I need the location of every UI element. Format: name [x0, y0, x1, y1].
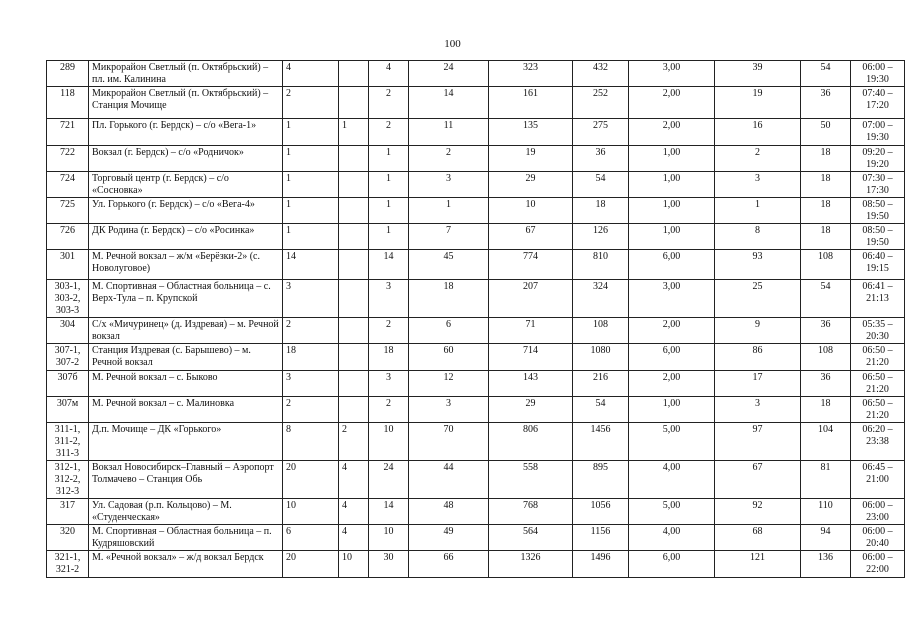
table-row — [47, 318, 905, 344]
col-1-cell: 1 — [283, 119, 339, 146]
operating-hours-cell: 06:00 – 19:30 — [851, 61, 905, 87]
routes-table — [46, 60, 905, 578]
col-3-cell: 3 — [369, 280, 409, 318]
col-9-cell: 36 — [801, 318, 851, 344]
col-7-cell: 3,00 — [629, 61, 715, 87]
table-row — [47, 499, 905, 525]
col-9-cell: 108 — [801, 344, 851, 371]
col-1-cell: 6 — [283, 525, 339, 551]
route-name-cell: М. Спортивная – Областная больница – п. Кудряшовский — [89, 525, 283, 551]
col-7-cell: 1,00 — [629, 224, 715, 250]
col-5-cell: 558 — [489, 461, 573, 499]
route-number-cell: 303-1, 303-2, 303-3 — [47, 280, 89, 318]
col-5-cell: 161 — [489, 87, 573, 119]
route-name-cell: С/х «Мичуринец» (д. Издревая) – м. Речной вокзал — [89, 318, 283, 344]
route-name-cell: Д.п. Мочище – ДК «Горького» — [89, 423, 283, 461]
col-9-cell: 36 — [801, 87, 851, 119]
col-4-cell: 70 — [409, 423, 489, 461]
col-4-cell: 11 — [409, 119, 489, 146]
col-9-cell: 94 — [801, 525, 851, 551]
col-7-cell: 1,00 — [629, 172, 715, 198]
col-1-cell: 1 — [283, 198, 339, 224]
table-row — [47, 551, 905, 578]
col-8-cell: 2 — [715, 146, 801, 172]
table-row — [47, 87, 905, 119]
col-8-cell: 67 — [715, 461, 801, 499]
col-9-cell: 36 — [801, 371, 851, 397]
col-2-cell: 2 — [339, 423, 369, 461]
route-name-cell: Станция Издревая (с. Барышево) – м. Речной вокзал — [89, 344, 283, 371]
route-name-cell: М. Речной вокзал – ж/м «Берёзки-2» (с. Новолуговое) — [89, 250, 283, 280]
col-8-cell: 1 — [715, 198, 801, 224]
col-7-cell: 2,00 — [629, 318, 715, 344]
col-5-cell: 135 — [489, 119, 573, 146]
col-7-cell: 6,00 — [629, 344, 715, 371]
col-3-cell: 2 — [369, 397, 409, 423]
col-8-cell: 39 — [715, 61, 801, 87]
col-2-cell — [339, 371, 369, 397]
col-2-cell — [339, 318, 369, 344]
col-9-cell: 104 — [801, 423, 851, 461]
operating-hours-cell: 06:00 – 22:00 — [851, 551, 905, 578]
table-row — [47, 371, 905, 397]
col-8-cell: 92 — [715, 499, 801, 525]
route-number-cell: 307м — [47, 397, 89, 423]
col-1-cell: 1 — [283, 224, 339, 250]
route-number-cell: 289 — [47, 61, 89, 87]
col-6-cell: 108 — [573, 318, 629, 344]
col-5-cell: 10 — [489, 198, 573, 224]
route-name-cell: Микрорайон Светлый (п. Октябрьский) – Станция Мочище — [89, 87, 283, 119]
col-4-cell: 18 — [409, 280, 489, 318]
operating-hours-cell: 06:50 – 21:20 — [851, 371, 905, 397]
route-name-cell: Ул. Садовая (р.п. Кольцово) – М. «Студенческая» — [89, 499, 283, 525]
col-4-cell: 7 — [409, 224, 489, 250]
col-5-cell: 768 — [489, 499, 573, 525]
route-number-cell: 312-1, 312-2, 312-3 — [47, 461, 89, 499]
table-row — [47, 280, 905, 318]
col-3-cell: 14 — [369, 499, 409, 525]
col-6-cell: 1156 — [573, 525, 629, 551]
col-1-cell: 2 — [283, 397, 339, 423]
col-9-cell: 18 — [801, 172, 851, 198]
col-1-cell: 2 — [283, 87, 339, 119]
col-1-cell: 3 — [283, 371, 339, 397]
table-row — [47, 423, 905, 461]
col-9-cell: 18 — [801, 397, 851, 423]
col-3-cell: 2 — [369, 119, 409, 146]
col-2-cell — [339, 146, 369, 172]
operating-hours-cell: 06:41 – 21:13 — [851, 280, 905, 318]
col-6-cell: 324 — [573, 280, 629, 318]
col-7-cell: 5,00 — [629, 499, 715, 525]
table-row — [47, 250, 905, 280]
col-7-cell: 2,00 — [629, 119, 715, 146]
col-5-cell: 564 — [489, 525, 573, 551]
col-5-cell: 67 — [489, 224, 573, 250]
col-8-cell: 8 — [715, 224, 801, 250]
operating-hours-cell: 06:20 – 23:38 — [851, 423, 905, 461]
col-9-cell: 18 — [801, 224, 851, 250]
col-4-cell: 49 — [409, 525, 489, 551]
col-2-cell: 10 — [339, 551, 369, 578]
col-4-cell: 12 — [409, 371, 489, 397]
col-4-cell: 14 — [409, 87, 489, 119]
col-5-cell: 1326 — [489, 551, 573, 578]
route-number-cell: 317 — [47, 499, 89, 525]
route-name-cell: Микрорайон Светлый (п. Октябрьский) – пл. им. Калинина — [89, 61, 283, 87]
operating-hours-cell: 06:50 – 21:20 — [851, 344, 905, 371]
col-1-cell: 3 — [283, 280, 339, 318]
col-3-cell: 1 — [369, 224, 409, 250]
col-8-cell: 93 — [715, 250, 801, 280]
col-1-cell: 1 — [283, 146, 339, 172]
col-7-cell: 6,00 — [629, 551, 715, 578]
col-5-cell: 29 — [489, 172, 573, 198]
col-5-cell: 207 — [489, 280, 573, 318]
col-6-cell: 126 — [573, 224, 629, 250]
col-6-cell: 432 — [573, 61, 629, 87]
col-4-cell: 2 — [409, 146, 489, 172]
col-2-cell — [339, 397, 369, 423]
route-name-cell: М. «Речной вокзал» – ж/д вокзал Бердск — [89, 551, 283, 578]
route-number-cell: 311-1, 311-2, 311-3 — [47, 423, 89, 461]
col-5-cell: 323 — [489, 61, 573, 87]
col-9-cell: 50 — [801, 119, 851, 146]
route-number-cell: 725 — [47, 198, 89, 224]
col-1-cell: 18 — [283, 344, 339, 371]
col-3-cell: 1 — [369, 198, 409, 224]
col-6-cell: 1496 — [573, 551, 629, 578]
col-2-cell — [339, 280, 369, 318]
col-2-cell — [339, 61, 369, 87]
operating-hours-cell: 06:00 – 23:00 — [851, 499, 905, 525]
col-8-cell: 3 — [715, 397, 801, 423]
route-number-cell: 307б — [47, 371, 89, 397]
col-8-cell: 3 — [715, 172, 801, 198]
col-8-cell: 25 — [715, 280, 801, 318]
col-2-cell — [339, 224, 369, 250]
operating-hours-cell: 06:45 – 21:00 — [851, 461, 905, 499]
col-3-cell: 1 — [369, 146, 409, 172]
page-number: 100 — [444, 38, 461, 50]
route-number-cell: 321-1, 321-2 — [47, 551, 89, 578]
col-6-cell: 54 — [573, 397, 629, 423]
col-4-cell: 66 — [409, 551, 489, 578]
col-3-cell: 14 — [369, 250, 409, 280]
table-row — [47, 146, 905, 172]
route-name-cell: ДК Родина (г. Бердск) – с/о «Росинка» — [89, 224, 283, 250]
col-9-cell: 108 — [801, 250, 851, 280]
col-1-cell: 4 — [283, 61, 339, 87]
route-name-cell: Пл. Горького (г. Бердск) – с/о «Вега-1» — [89, 119, 283, 146]
col-6-cell: 36 — [573, 146, 629, 172]
route-name-cell: Вокзал Новосибирск–Главный – Аэропорт Толмачево – Станция Обь — [89, 461, 283, 499]
col-6-cell: 216 — [573, 371, 629, 397]
col-1-cell: 20 — [283, 551, 339, 578]
col-7-cell: 2,00 — [629, 87, 715, 119]
col-2-cell — [339, 344, 369, 371]
col-7-cell: 1,00 — [629, 146, 715, 172]
route-name-cell: М. Спортивная – Областная больница – с. Верх-Тула – п. Крупской — [89, 280, 283, 318]
col-8-cell: 86 — [715, 344, 801, 371]
col-8-cell: 121 — [715, 551, 801, 578]
col-8-cell: 97 — [715, 423, 801, 461]
col-5-cell: 714 — [489, 344, 573, 371]
table-row — [47, 61, 905, 87]
col-6-cell: 1456 — [573, 423, 629, 461]
col-5-cell: 71 — [489, 318, 573, 344]
col-1-cell: 14 — [283, 250, 339, 280]
col-3-cell: 10 — [369, 423, 409, 461]
col-1-cell: 2 — [283, 318, 339, 344]
col-9-cell: 18 — [801, 146, 851, 172]
table-row — [47, 397, 905, 423]
col-6-cell: 810 — [573, 250, 629, 280]
col-3-cell: 18 — [369, 344, 409, 371]
operating-hours-cell: 05:35 – 20:30 — [851, 318, 905, 344]
col-5-cell: 29 — [489, 397, 573, 423]
col-6-cell: 252 — [573, 87, 629, 119]
operating-hours-cell: 08:50 – 19:50 — [851, 198, 905, 224]
col-3-cell: 30 — [369, 551, 409, 578]
col-3-cell: 1 — [369, 172, 409, 198]
col-5-cell: 19 — [489, 146, 573, 172]
operating-hours-cell: 09:20 – 19:20 — [851, 146, 905, 172]
col-6-cell: 54 — [573, 172, 629, 198]
col-1-cell: 20 — [283, 461, 339, 499]
col-6-cell: 1056 — [573, 499, 629, 525]
table-row — [47, 525, 905, 551]
operating-hours-cell: 08:50 – 19:50 — [851, 224, 905, 250]
col-4-cell: 1 — [409, 198, 489, 224]
operating-hours-cell: 07:40 – 17:20 — [851, 87, 905, 119]
route-name-cell: М. Речной вокзал – с. Малиновка — [89, 397, 283, 423]
col-7-cell: 3,00 — [629, 280, 715, 318]
col-8-cell: 16 — [715, 119, 801, 146]
col-9-cell: 136 — [801, 551, 851, 578]
col-6-cell: 1080 — [573, 344, 629, 371]
route-number-cell: 304 — [47, 318, 89, 344]
route-number-cell: 307-1, 307-2 — [47, 344, 89, 371]
col-1-cell: 1 — [283, 172, 339, 198]
col-4-cell: 24 — [409, 61, 489, 87]
operating-hours-cell: 06:50 – 21:20 — [851, 397, 905, 423]
col-9-cell: 18 — [801, 198, 851, 224]
route-name-cell: Ул. Горького (г. Бердск) – с/о «Вега-4» — [89, 198, 283, 224]
col-4-cell: 60 — [409, 344, 489, 371]
col-7-cell: 2,00 — [629, 371, 715, 397]
col-2-cell — [339, 87, 369, 119]
col-2-cell: 4 — [339, 525, 369, 551]
col-7-cell: 4,00 — [629, 461, 715, 499]
col-5-cell: 143 — [489, 371, 573, 397]
col-9-cell: 110 — [801, 499, 851, 525]
col-8-cell: 9 — [715, 318, 801, 344]
operating-hours-cell: 06:00 – 20:40 — [851, 525, 905, 551]
route-number-cell: 320 — [47, 525, 89, 551]
table-row — [47, 461, 905, 499]
col-2-cell — [339, 250, 369, 280]
col-9-cell: 54 — [801, 61, 851, 87]
route-number-cell: 722 — [47, 146, 89, 172]
col-4-cell: 6 — [409, 318, 489, 344]
routes-table-body — [47, 61, 905, 578]
col-2-cell: 1 — [339, 119, 369, 146]
route-number-cell: 301 — [47, 250, 89, 280]
table-row — [47, 172, 905, 198]
col-8-cell: 19 — [715, 87, 801, 119]
col-4-cell: 44 — [409, 461, 489, 499]
operating-hours-cell: 06:40 – 19:15 — [851, 250, 905, 280]
col-8-cell: 17 — [715, 371, 801, 397]
col-1-cell: 8 — [283, 423, 339, 461]
col-5-cell: 774 — [489, 250, 573, 280]
col-3-cell: 4 — [369, 61, 409, 87]
table-row — [47, 344, 905, 371]
col-2-cell — [339, 198, 369, 224]
col-2-cell: 4 — [339, 461, 369, 499]
table-row — [47, 224, 905, 250]
operating-hours-cell: 07:30 – 17:30 — [851, 172, 905, 198]
col-4-cell: 3 — [409, 172, 489, 198]
col-4-cell: 48 — [409, 499, 489, 525]
col-3-cell: 24 — [369, 461, 409, 499]
operating-hours-cell: 07:00 – 19:30 — [851, 119, 905, 146]
col-7-cell: 4,00 — [629, 525, 715, 551]
col-8-cell: 68 — [715, 525, 801, 551]
route-name-cell: М. Речной вокзал – с. Быково — [89, 371, 283, 397]
route-name-cell: Вокзал (г. Бердск) – с/о «Родничок» — [89, 146, 283, 172]
col-4-cell: 45 — [409, 250, 489, 280]
col-4-cell: 3 — [409, 397, 489, 423]
col-2-cell — [339, 172, 369, 198]
col-6-cell: 895 — [573, 461, 629, 499]
col-7-cell: 1,00 — [629, 198, 715, 224]
col-9-cell: 54 — [801, 280, 851, 318]
route-number-cell: 721 — [47, 119, 89, 146]
col-7-cell: 6,00 — [629, 250, 715, 280]
col-5-cell: 806 — [489, 423, 573, 461]
col-6-cell: 275 — [573, 119, 629, 146]
col-3-cell: 2 — [369, 318, 409, 344]
table-row — [47, 198, 905, 224]
route-number-cell: 724 — [47, 172, 89, 198]
col-7-cell: 5,00 — [629, 423, 715, 461]
route-number-cell: 118 — [47, 87, 89, 119]
col-9-cell: 81 — [801, 461, 851, 499]
col-3-cell: 10 — [369, 525, 409, 551]
col-1-cell: 10 — [283, 499, 339, 525]
route-number-cell: 726 — [47, 224, 89, 250]
col-2-cell: 4 — [339, 499, 369, 525]
route-name-cell: Торговый центр (г. Бердск) – с/о «Сосновка» — [89, 172, 283, 198]
col-3-cell: 2 — [369, 87, 409, 119]
col-6-cell: 18 — [573, 198, 629, 224]
table-row — [47, 119, 905, 146]
col-7-cell: 1,00 — [629, 397, 715, 423]
col-3-cell: 3 — [369, 371, 409, 397]
